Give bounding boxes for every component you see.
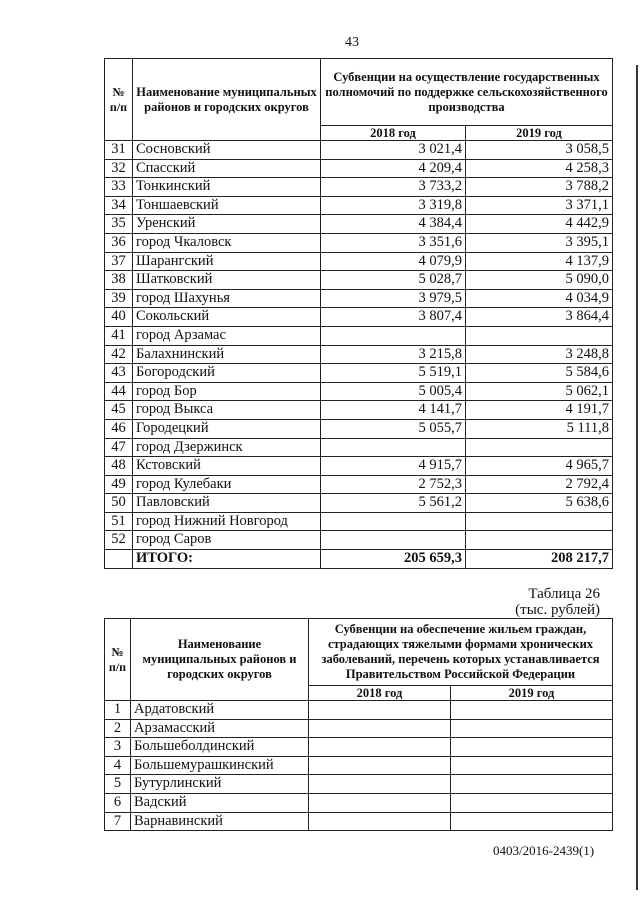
row-name: город Выкса [133,401,321,420]
row-name: город Бор [133,382,321,401]
row-value-2018 [321,512,466,531]
row-value-2018: 4 079,9 [321,252,466,271]
header-number: № п/п [105,59,133,141]
table-row [105,233,613,252]
table-row [105,271,613,290]
row-name: Тонкинский [133,178,321,197]
row-name: Ардатовский [131,701,309,720]
row-name: Шатковский [133,271,321,290]
row-value-2018 [321,438,466,457]
header-2018: 2018 год [309,686,451,701]
row-name: Городецкий [133,419,321,438]
table-row [105,345,613,364]
row-value-2019 [451,793,613,812]
table-row [105,289,613,308]
row-name: Богородский [133,364,321,383]
row-name: город Дзержинск [133,438,321,457]
row-value-2019: 4 191,7 [466,401,613,420]
table-row [105,719,613,738]
row-number: 2 [105,719,131,738]
row-value-2018: 4 384,4 [321,215,466,234]
total-number [105,550,133,569]
row-name: Арзамасский [131,719,309,738]
row-value-2018 [309,738,451,757]
row-value-2018: 4 209,4 [321,159,466,178]
header-subsidy-group: Субвенции на осуществление государственных полномочий по поддержке сельскохозяйственного производства [321,59,613,126]
table-row [105,308,613,327]
subsidy-table-housing [104,618,613,831]
row-value-2019 [451,775,613,794]
row-number: 48 [105,457,133,476]
table-row [105,531,613,550]
row-number: 33 [105,178,133,197]
table-row [105,252,613,271]
header-name: Наименование муниципальных районов и городских округов [131,619,309,701]
table-row [105,159,613,178]
table-row [105,494,613,513]
row-value-2019: 4 965,7 [466,457,613,476]
row-name: Шарангский [133,252,321,271]
row-value-2019 [466,531,613,550]
row-value-2019: 4 137,9 [466,252,613,271]
row-number: 41 [105,326,133,345]
table-row [105,178,613,197]
table-row [105,475,613,494]
row-name: Большемурашкинский [131,756,309,775]
row-name: город Чкаловск [133,233,321,252]
row-name: Варнавинский [131,812,309,831]
header-subsidy-group: Субвенции на обеспечение жильем граждан, страдающих тяжелыми формами хронических заболеваний, перечень которых устанавливается Правительством Российской Федерации [309,619,613,686]
row-number: 47 [105,438,133,457]
header-2019: 2019 год [466,126,613,141]
row-value-2019: 4 258,3 [466,159,613,178]
row-number: 31 [105,141,133,160]
row-number: 5 [105,775,131,794]
table-row [105,512,613,531]
row-number: 1 [105,701,131,720]
row-value-2018: 5 005,4 [321,382,466,401]
row-value-2019: 5 584,6 [466,364,613,383]
table-row [105,793,613,812]
row-number: 35 [105,215,133,234]
row-value-2019 [451,738,613,757]
row-value-2018 [309,719,451,738]
row-name: город Саров [133,531,321,550]
table-row [105,457,613,476]
row-value-2019: 3 788,2 [466,178,613,197]
row-value-2019: 3 058,5 [466,141,613,160]
row-name: Спасский [133,159,321,178]
row-number: 43 [105,364,133,383]
page-number: 43 [345,35,359,50]
row-number: 3 [105,738,131,757]
row-value-2018: 4 915,7 [321,457,466,476]
row-value-2019 [466,326,613,345]
row-value-2018 [321,531,466,550]
row-value-2019: 3 371,1 [466,196,613,215]
row-name: город Шахунья [133,289,321,308]
row-value-2019: 3 248,8 [466,345,613,364]
row-value-2018: 3 021,4 [321,141,466,160]
row-value-2018: 5 028,7 [321,271,466,290]
row-value-2019 [466,512,613,531]
row-value-2019: 2 792,4 [466,475,613,494]
row-name: Большеболдинский [131,738,309,757]
row-value-2019: 4 034,9 [466,289,613,308]
total-label: ИТОГО: [133,550,321,569]
row-name: город Нижний Новгород [133,512,321,531]
row-value-2018 [309,756,451,775]
row-number: 40 [105,308,133,327]
row-value-2019: 3 395,1 [466,233,613,252]
row-name: город Арзамас [133,326,321,345]
row-value-2019 [466,438,613,457]
row-value-2018: 3 351,6 [321,233,466,252]
row-name: город Кулебаки [133,475,321,494]
row-number: 50 [105,494,133,513]
scan-edge-line [636,65,638,890]
row-value-2019: 5 638,6 [466,494,613,513]
row-value-2018: 3 979,5 [321,289,466,308]
row-value-2018 [309,793,451,812]
table-units: (тыс. рублей) [515,602,600,618]
table-row [105,326,613,345]
row-number: 6 [105,793,131,812]
table-row [105,141,613,160]
header-number: № п/п [105,619,131,701]
row-name: Сосновский [133,141,321,160]
row-value-2018 [321,326,466,345]
row-value-2019 [451,812,613,831]
row-number: 44 [105,382,133,401]
row-number: 49 [105,475,133,494]
row-number: 39 [105,289,133,308]
row-value-2018: 3 807,4 [321,308,466,327]
row-name: Уренский [133,215,321,234]
row-value-2018 [309,775,451,794]
row-number: 4 [105,756,131,775]
table-row [105,364,613,383]
row-number: 7 [105,812,131,831]
table-row [105,215,613,234]
row-number: 38 [105,271,133,290]
row-value-2019: 5 090,0 [466,271,613,290]
table-row [105,196,613,215]
row-value-2018: 4 141,7 [321,401,466,420]
table-row [105,438,613,457]
total-row [105,550,613,569]
row-name: Вадский [131,793,309,812]
row-name: Кстовский [133,457,321,476]
row-value-2018: 3 319,8 [321,196,466,215]
subsidy-table-agriculture [104,58,613,569]
row-value-2019 [451,719,613,738]
row-value-2019: 5 062,1 [466,382,613,401]
row-value-2018: 3 733,2 [321,178,466,197]
row-value-2019: 3 864,4 [466,308,613,327]
table-row [105,756,613,775]
row-number: 45 [105,401,133,420]
row-value-2018: 5 561,2 [321,494,466,513]
row-value-2018 [309,812,451,831]
row-number: 51 [105,512,133,531]
total-2019: 208 217,7 [466,550,613,569]
table-row [105,401,613,420]
row-value-2018: 5 055,7 [321,419,466,438]
row-number: 37 [105,252,133,271]
row-number: 32 [105,159,133,178]
row-value-2018: 5 519,1 [321,364,466,383]
row-value-2018: 2 752,3 [321,475,466,494]
row-value-2019 [451,756,613,775]
table-caption: Таблица 26 [528,586,600,602]
row-name: Павловский [133,494,321,513]
table-row [105,812,613,831]
header-2018: 2018 год [321,126,466,141]
header-2019: 2019 год [451,686,613,701]
table-row [105,775,613,794]
row-value-2018 [309,701,451,720]
row-name: Тоншаевский [133,196,321,215]
row-number: 52 [105,531,133,550]
row-name: Бутурлинский [131,775,309,794]
table-row [105,382,613,401]
total-2018: 205 659,3 [321,550,466,569]
table-row [105,701,613,720]
table-row [105,738,613,757]
document-code: 0403/2016-2439(1) [493,843,595,858]
row-number: 34 [105,196,133,215]
row-number: 46 [105,419,133,438]
table-row [105,419,613,438]
row-value-2018: 3 215,8 [321,345,466,364]
row-number: 36 [105,233,133,252]
row-name: Сокольский [133,308,321,327]
row-number: 42 [105,345,133,364]
row-value-2019: 5 111,8 [466,419,613,438]
row-name: Балахнинский [133,345,321,364]
row-value-2019 [451,701,613,720]
row-value-2019: 4 442,9 [466,215,613,234]
header-name: Наименование муниципальных районов и городских округов [133,59,321,141]
